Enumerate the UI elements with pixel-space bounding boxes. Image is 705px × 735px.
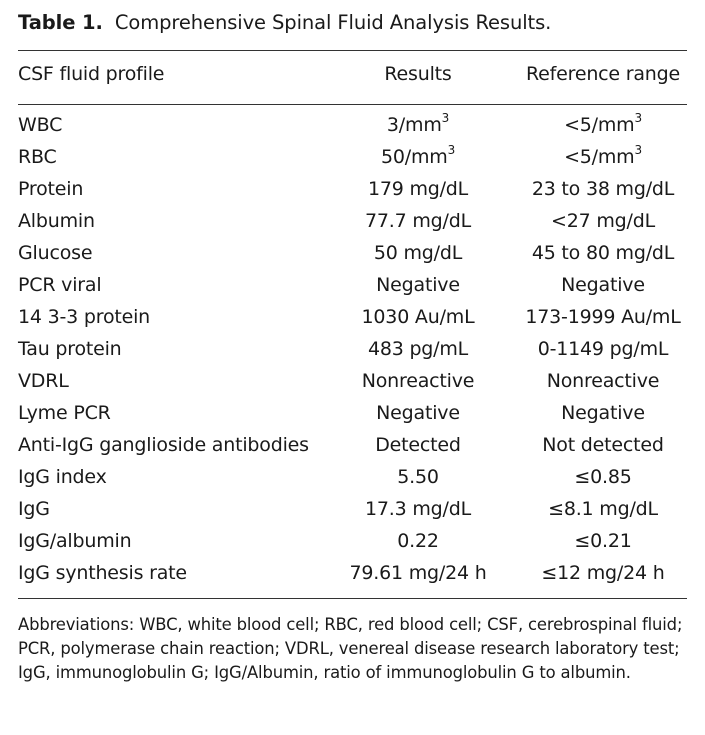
cell-reference-text: Negative <box>561 402 645 424</box>
cell-reference-superscript: 3 <box>634 142 642 157</box>
cell-result <box>338 274 498 296</box>
table-footnote: Abbreviations: WBC, white blood cell; RBC, red blood cell; CSF, cerebrospinal fluid; PCR, polymerase chain reaction; VDRL, venereal disease research laboratory test; IgG, immunoglobulin G; IgG/Albumin, ratio of immunoglobulin G to albumin. <box>18 615 683 682</box>
table-caption <box>18 11 551 34</box>
cell-profile: VDRL <box>18 370 69 392</box>
cell-result-text: 3/mm <box>386 114 442 136</box>
table-row <box>18 466 687 498</box>
cell-result <box>338 498 498 520</box>
cell-profile: RBC <box>18 146 57 168</box>
cell-reference-text: 23 to 38 mg/dL <box>531 178 675 200</box>
cell-reference-text: Negative <box>561 274 645 296</box>
cell-reference-text: 0-1149 pg/mL <box>537 338 669 360</box>
cell-result <box>338 530 498 552</box>
cell-reference <box>518 498 688 520</box>
cell-profile: Lyme PCR <box>18 402 111 424</box>
cell-profile: Albumin <box>18 210 95 232</box>
cell-reference <box>518 402 688 424</box>
cell-reference <box>518 210 688 232</box>
table-row <box>18 142 687 178</box>
cell-result-text: Detected <box>375 434 461 456</box>
table-row <box>18 338 687 370</box>
table-row <box>18 306 687 338</box>
cell-result-text: 1030 Au/mL <box>361 306 475 328</box>
cell-reference-text: <5/mm <box>564 114 635 136</box>
cell-result <box>338 434 498 456</box>
cell-result-text: 50 mg/dL <box>373 242 463 264</box>
cell-result-text: 5.50 <box>397 466 439 488</box>
cell-reference-text: Nonreactive <box>546 370 660 392</box>
table-header-row <box>18 63 687 95</box>
table-row <box>18 178 687 210</box>
cell-result-text: Negative <box>376 274 460 296</box>
cell-result-text: 79.61 mg/24 h <box>349 562 487 584</box>
table-row <box>18 242 687 274</box>
cell-profile: Tau protein <box>18 338 122 360</box>
cell-reference <box>518 306 688 328</box>
cell-result <box>338 402 498 424</box>
cell-profile: IgG <box>18 498 50 520</box>
cell-reference <box>518 142 688 168</box>
cell-reference-text: ≤12 mg/24 h <box>541 562 665 584</box>
header-reference: Reference range <box>526 63 680 85</box>
cell-reference-text: ≤8.1 mg/dL <box>548 498 658 520</box>
cell-profile: Glucose <box>18 242 93 264</box>
top-rule <box>18 50 687 51</box>
cell-reference <box>518 530 688 552</box>
table-row <box>18 434 687 466</box>
header-profile: CSF fluid profile <box>18 63 165 85</box>
table-row <box>18 210 687 242</box>
cell-profile: Anti-IgG ganglioside antibodies <box>18 434 309 456</box>
table-title: Comprehensive Spinal Fluid Analysis Results. <box>114 11 552 34</box>
cell-result <box>338 142 498 168</box>
cell-result <box>338 306 498 328</box>
cell-result-text: 50/mm <box>380 146 448 168</box>
cell-reference-text: <27 mg/dL <box>551 210 655 232</box>
table-row <box>18 274 687 306</box>
cell-result-text: 17.3 mg/dL <box>365 498 471 520</box>
cell-profile: PCR viral <box>18 274 102 296</box>
cell-result-text: 0.22 <box>397 530 439 552</box>
bottom-rule <box>18 598 687 599</box>
cell-reference-text: <5/mm <box>564 146 635 168</box>
cell-reference-text: Not detected <box>542 434 664 456</box>
cell-reference-text: ≤0.85 <box>574 466 632 488</box>
cell-reference <box>518 338 688 360</box>
cell-result-superscript: 3 <box>447 142 456 157</box>
cell-profile: IgG/albumin <box>18 530 132 552</box>
cell-result <box>338 370 498 392</box>
cell-reference <box>518 242 688 264</box>
cell-result <box>338 338 498 360</box>
table-row <box>18 530 687 562</box>
cell-reference <box>518 562 688 584</box>
cell-profile: 14 3-3 protein <box>18 306 151 328</box>
table-row <box>18 562 687 594</box>
cell-result <box>338 562 498 584</box>
cell-profile: Protein <box>18 178 84 200</box>
cell-reference <box>518 274 688 296</box>
cell-result <box>338 466 498 488</box>
cell-reference <box>518 466 688 488</box>
table-row <box>18 402 687 434</box>
cell-result-text: 483 pg/mL <box>367 338 469 360</box>
cell-result-text: Negative <box>376 402 460 424</box>
cell-result-text: 77.7 mg/dL <box>365 210 471 232</box>
cell-reference <box>518 370 688 392</box>
header-results: Results <box>384 63 452 85</box>
cell-profile: IgG index <box>18 466 107 488</box>
cell-profile: WBC <box>18 114 63 136</box>
cell-result <box>338 210 498 232</box>
table-row <box>18 110 687 146</box>
cell-reference <box>518 110 688 136</box>
cell-reference-text: ≤0.21 <box>574 530 632 552</box>
cell-result-text: Nonreactive <box>361 370 475 392</box>
cell-reference-superscript: 3 <box>634 110 642 125</box>
table-row <box>18 370 687 402</box>
cell-reference-text: 45 to 80 mg/dL <box>531 242 675 264</box>
cell-profile: IgG synthesis rate <box>18 562 187 584</box>
cell-reference <box>518 434 688 456</box>
cell-result <box>338 178 498 200</box>
table-row <box>18 498 687 530</box>
cell-result <box>338 110 498 136</box>
table-label: Table 1. <box>18 11 103 34</box>
cell-result-text: 179 mg/dL <box>367 178 469 200</box>
cell-result-superscript: 3 <box>441 110 450 125</box>
cell-result <box>338 242 498 264</box>
cell-reference <box>518 178 688 200</box>
header-rule <box>18 104 687 105</box>
cell-reference-text: 173-1999 Au/mL <box>525 306 681 328</box>
